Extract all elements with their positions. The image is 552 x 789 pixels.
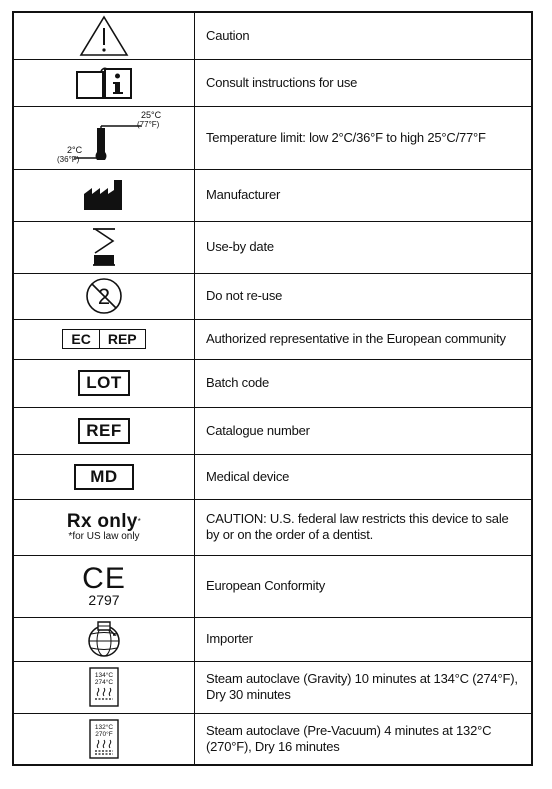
row-description: Manufacturer xyxy=(195,169,533,221)
table-row xyxy=(13,661,532,713)
crossed-two-digit: 2 xyxy=(97,284,111,309)
ec-text: EC xyxy=(71,331,91,347)
ce-number: 2797 xyxy=(88,592,120,608)
instructions-book-icon xyxy=(74,66,134,100)
row-description: Consult instructions for use xyxy=(195,59,533,106)
row-description: Use-by date xyxy=(195,221,533,273)
rx-only-mark: * xyxy=(137,516,142,526)
row-description: CAUTION: U.S. federal law restricts this device to sale by or on the order of a dentist. xyxy=(195,499,533,555)
temp-lower-c: 2°C xyxy=(67,144,83,155)
row-description: Steam autoclave (Pre-Vacuum) 4 minutes at 132°C (270°F), Dry 16 minutes xyxy=(195,713,533,765)
table-row xyxy=(13,617,532,661)
table-row xyxy=(13,713,532,765)
importer-globe-icon xyxy=(84,620,124,658)
symbol-cell xyxy=(13,661,195,713)
symbol-cell xyxy=(13,59,195,106)
autoclave-gravity-temp-f: 274°C xyxy=(94,679,114,686)
table-row xyxy=(13,499,532,555)
row-description: Caution xyxy=(195,12,533,59)
autoclave-gravity-temp-c: 134°C xyxy=(94,672,114,679)
row-description: Batch code xyxy=(195,359,533,407)
table-row xyxy=(13,407,532,454)
symbol-cell xyxy=(13,713,195,765)
thermometer-icon xyxy=(49,108,162,168)
row-description: Authorized representative in the European community xyxy=(195,319,533,359)
symbol-cell xyxy=(13,169,195,221)
row-description: European Conformity xyxy=(195,555,533,617)
table-row xyxy=(13,169,532,221)
table-row xyxy=(13,59,532,106)
table-row xyxy=(13,454,532,499)
row-description: Steam autoclave (Gravity) 10 minutes at 134°C (274°F), Dry 30 minutes xyxy=(195,661,533,713)
ec-rep-label xyxy=(62,329,145,349)
table-row xyxy=(13,221,532,273)
table-row xyxy=(13,319,532,359)
row-description: Medical device xyxy=(195,454,533,499)
symbol-cell xyxy=(13,555,195,617)
row-description: Temperature limit: low 2°C/36°F to high 25°C/77°F xyxy=(195,106,533,169)
table-row xyxy=(13,359,532,407)
ce-mark-icon: CE xyxy=(82,562,126,595)
symbol-cell xyxy=(13,617,195,661)
temp-upper-c: 25°C xyxy=(141,109,162,120)
row-description: Catalogue number xyxy=(195,407,533,454)
table-row xyxy=(13,12,532,59)
symbol-cell xyxy=(13,359,195,407)
temp-lower-f: (36°F) xyxy=(57,154,80,164)
factory-icon xyxy=(82,178,126,212)
rep-text: REP xyxy=(99,330,145,348)
caution-triangle-icon xyxy=(79,15,129,57)
table-row xyxy=(13,106,532,169)
lot-label: LOT xyxy=(78,370,130,396)
autoclave-vacuum-temp-f: 270°F xyxy=(95,730,113,738)
ref-label: REF xyxy=(78,418,130,444)
rx-only-label xyxy=(14,512,194,531)
rx-only-text: Rx only xyxy=(66,510,138,532)
symbols-table xyxy=(12,11,533,766)
symbol-cell xyxy=(13,319,195,359)
autoclave-vacuum-icon xyxy=(89,719,119,759)
table-row xyxy=(13,555,532,617)
crossed-two-icon xyxy=(84,276,124,316)
row-description: Do not re-use xyxy=(195,273,533,319)
table-row xyxy=(13,273,532,319)
symbol-cell xyxy=(13,499,195,555)
symbol-cell xyxy=(13,407,195,454)
symbol-cell xyxy=(13,454,195,499)
symbol-cell xyxy=(13,106,195,169)
autoclave-gravity-icon xyxy=(89,667,119,707)
row-description: Importer xyxy=(195,617,533,661)
symbol-cell xyxy=(13,221,195,273)
autoclave-vacuum-temp-c: 132°C xyxy=(94,723,114,731)
symbol-cell xyxy=(13,273,195,319)
hourglass-icon xyxy=(89,227,119,267)
md-label: MD xyxy=(74,464,133,490)
rx-only-note: *for US law only xyxy=(68,530,140,542)
symbol-cell xyxy=(13,12,195,59)
temp-upper-f: (77°F) xyxy=(137,119,160,129)
